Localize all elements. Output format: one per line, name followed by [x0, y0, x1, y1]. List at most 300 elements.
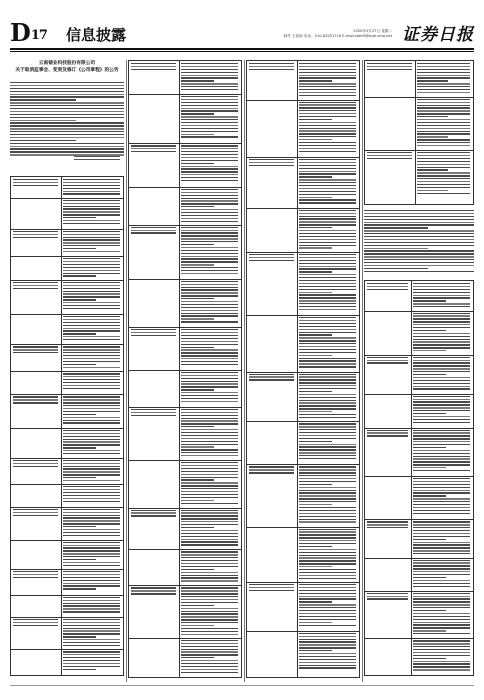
table-cell-text [63, 509, 120, 538]
text-line [413, 661, 470, 662]
text-line [63, 364, 96, 365]
text-line [299, 644, 356, 645]
text-line [299, 334, 332, 335]
text-line [63, 308, 120, 309]
text-line [249, 376, 294, 377]
table-cell-text [413, 283, 470, 309]
text-line [413, 646, 470, 647]
text-line [299, 128, 356, 129]
text-line [413, 530, 470, 531]
text-line [299, 188, 356, 189]
text-line [181, 284, 238, 285]
text-line [63, 529, 120, 530]
text-line [63, 550, 120, 551]
text-line [364, 210, 474, 211]
table-cell-text [367, 283, 408, 292]
text-line [181, 221, 238, 222]
table-cell-text [63, 282, 120, 311]
text-line [413, 658, 446, 659]
text-line [181, 215, 238, 216]
text-line [181, 313, 238, 314]
table-cell-text [131, 587, 176, 596]
text-line [63, 358, 120, 359]
text-line [13, 346, 58, 347]
table-cell-text [63, 179, 120, 196]
table-cell-text [367, 593, 408, 602]
text-line [63, 657, 120, 658]
text-line [63, 299, 96, 300]
table-row-rule [129, 370, 241, 371]
text-line [364, 256, 474, 257]
text-line [249, 374, 294, 375]
text-line [63, 450, 120, 451]
text-line [181, 468, 238, 469]
text-line [63, 520, 120, 521]
text-line [413, 306, 470, 307]
text-line [63, 291, 120, 292]
text-line [63, 542, 120, 543]
text-line [417, 66, 470, 67]
text-line [63, 339, 120, 340]
text-line [299, 639, 356, 640]
text-line [299, 417, 356, 418]
table-row-rule [365, 638, 473, 639]
text-line [413, 407, 470, 408]
text-line [181, 521, 238, 522]
text-line [249, 69, 294, 70]
text-line [413, 344, 470, 345]
text-line [299, 366, 356, 367]
text-line [299, 349, 356, 350]
text-line [249, 63, 294, 64]
text-line [299, 481, 356, 482]
text-line [63, 325, 120, 326]
text-line [63, 611, 120, 612]
table-cell-text [181, 640, 238, 675]
table-row-rule [11, 595, 123, 596]
text-line [299, 667, 356, 668]
text-line [299, 650, 332, 651]
text-line [413, 513, 470, 514]
text-line [299, 133, 356, 134]
text-line [181, 177, 238, 178]
text-line [299, 104, 356, 105]
text-line [63, 275, 96, 276]
text-line [299, 332, 356, 333]
text-line [299, 572, 356, 573]
text-line [181, 63, 238, 64]
text-line [13, 396, 58, 397]
text-line [299, 388, 356, 389]
text-line [181, 551, 238, 552]
text-line [299, 63, 356, 64]
text-line [63, 625, 120, 626]
text-line [299, 297, 356, 298]
text-line [63, 245, 120, 246]
text-line [413, 458, 470, 459]
text-line [63, 619, 120, 620]
text-line [181, 654, 238, 655]
text-line [181, 358, 238, 359]
text-line [417, 178, 470, 179]
text-line [367, 155, 412, 156]
text-line [181, 628, 238, 629]
text-line [299, 80, 332, 81]
text-line [181, 608, 238, 609]
text-line [63, 223, 120, 224]
text-line [13, 460, 58, 461]
text-line [364, 271, 474, 272]
text-line [181, 640, 238, 641]
text-line [417, 128, 470, 129]
text-line [181, 247, 238, 248]
text-line [63, 264, 120, 265]
text-line [299, 194, 356, 195]
text-line [181, 401, 238, 402]
text-line [299, 171, 356, 172]
table-cell-text [299, 63, 356, 98]
text-line [413, 524, 470, 525]
text-line [299, 534, 356, 535]
table-cell-text [181, 510, 238, 548]
text-line [181, 344, 238, 345]
text-line [299, 484, 332, 485]
text-line [299, 435, 356, 436]
text-line [63, 203, 120, 204]
text-line [181, 264, 214, 265]
text-line [299, 130, 356, 131]
text-line [181, 631, 238, 632]
amendment-table [364, 60, 474, 205]
text-line [299, 521, 356, 522]
text-line [181, 270, 238, 271]
text-line [299, 213, 356, 214]
text-line [413, 527, 470, 528]
text-line [181, 96, 238, 97]
text-line [63, 217, 96, 218]
table-row-rule [11, 649, 123, 650]
text-line [299, 555, 356, 556]
text-line [299, 142, 356, 143]
text-line [181, 625, 214, 626]
text-line [299, 510, 356, 511]
text-line [364, 239, 474, 240]
text-line [181, 66, 238, 67]
text-line [299, 107, 356, 108]
text-line [413, 318, 470, 319]
text-line [131, 145, 176, 146]
text-line [364, 222, 474, 223]
text-line [181, 256, 238, 257]
text-line [299, 432, 356, 433]
text-line [63, 622, 120, 623]
text-line [63, 185, 120, 186]
text-line [367, 360, 408, 361]
text-line [413, 456, 470, 457]
text-line [181, 477, 238, 478]
text-line [364, 250, 474, 251]
text-line [299, 659, 356, 660]
text-line [10, 105, 124, 106]
text-line [181, 512, 238, 513]
text-line [181, 518, 238, 519]
text-line [299, 280, 356, 281]
text-line [299, 340, 356, 341]
text-line [413, 560, 470, 561]
text-line [299, 590, 356, 591]
text-line [63, 603, 120, 604]
text-line [181, 479, 214, 480]
table-cell-text [13, 346, 58, 355]
text-line [63, 565, 120, 566]
text-line [299, 233, 356, 234]
text-line [413, 627, 470, 628]
text-line [413, 533, 470, 534]
text-line [417, 167, 470, 168]
text-line [63, 512, 120, 513]
text-line [299, 653, 356, 654]
text-line [417, 181, 470, 182]
text-line [417, 92, 470, 93]
text-line [413, 303, 470, 304]
text-line [63, 414, 96, 415]
text-line [63, 630, 120, 631]
text-line [63, 608, 120, 609]
text-line [181, 136, 238, 137]
text-line [131, 590, 176, 591]
text-line [131, 69, 176, 70]
text-line [364, 262, 474, 263]
amendment-table [128, 60, 242, 678]
text-line [181, 250, 238, 251]
text-line [181, 89, 238, 90]
table-cell-text [181, 63, 238, 92]
text-line [131, 510, 176, 511]
text-line [413, 586, 470, 587]
text-line [63, 441, 120, 442]
text-line [181, 497, 238, 498]
text-line [181, 157, 238, 158]
text-line [181, 131, 238, 132]
text-line [299, 458, 356, 459]
table-cell-text [63, 396, 120, 425]
text-line [181, 378, 238, 379]
text-line [413, 444, 470, 445]
table-cell-text [367, 430, 408, 439]
table-cell-text [13, 509, 58, 518]
text-line [181, 494, 238, 495]
text-line [181, 524, 238, 525]
table-row-rule [247, 527, 359, 528]
table-cell-text [413, 521, 470, 556]
text-line [249, 466, 294, 467]
text-line [181, 171, 238, 172]
text-line [299, 501, 356, 502]
table-cell-text [299, 529, 356, 581]
text-line [63, 654, 120, 655]
text-line [413, 362, 470, 363]
text-line [299, 405, 356, 406]
text-line [413, 596, 470, 597]
text-line [181, 86, 238, 87]
text-line [181, 491, 238, 492]
text-line [299, 529, 356, 530]
text-line [299, 455, 356, 456]
text-line [13, 574, 58, 575]
text-line [181, 99, 238, 100]
text-line [13, 182, 58, 183]
text-line [63, 605, 120, 606]
text-line [417, 172, 470, 173]
text-line [299, 263, 356, 264]
text-line [63, 439, 120, 440]
text-line [10, 131, 124, 132]
text-line [181, 500, 214, 501]
text-line [181, 122, 238, 123]
table-cell-text [181, 587, 238, 636]
text-line [367, 598, 408, 599]
text-line [13, 352, 58, 353]
text-line [413, 574, 470, 575]
text-line [299, 613, 356, 614]
text-line [63, 535, 120, 536]
text-line [181, 569, 214, 570]
page-letter: D [10, 18, 30, 47]
table-cell-text [299, 254, 356, 312]
text-line [63, 466, 120, 467]
text-line [181, 332, 238, 333]
text-line [417, 72, 470, 73]
table-row-rule [129, 279, 241, 280]
table-cell-text [249, 584, 294, 593]
text-line [10, 96, 124, 97]
text-line [181, 432, 238, 433]
text-line [299, 374, 356, 375]
article-headline: 关于取消监事会、变更及修订《公司章程》的公告 [15, 68, 119, 73]
table-cell-text [13, 179, 58, 188]
text-line [63, 660, 120, 661]
text-line [63, 583, 120, 584]
text-line [299, 598, 356, 599]
table-cell-text [63, 542, 120, 568]
text-line [299, 168, 356, 169]
text-line [181, 429, 238, 430]
text-line [63, 193, 120, 194]
text-line [413, 339, 470, 340]
text-line [299, 92, 356, 93]
table-cell-text [181, 96, 238, 139]
text-line [63, 208, 120, 209]
text-line [299, 329, 356, 330]
text-line [299, 122, 356, 123]
table-cell-text [413, 313, 470, 353]
text-line [13, 463, 58, 464]
text-line [181, 572, 238, 573]
text-line [299, 145, 356, 146]
text-line [299, 469, 356, 470]
text-line [299, 266, 356, 267]
text-line [364, 259, 474, 260]
text-line [249, 162, 294, 163]
text-line [63, 361, 120, 362]
table-cell-text [63, 619, 120, 648]
text-line [364, 248, 428, 249]
text-line [413, 663, 470, 664]
table-row-rule [11, 569, 123, 570]
text-line [413, 547, 470, 548]
text-line [181, 651, 238, 652]
text-line [181, 69, 238, 70]
section-title: 信息披露 [66, 26, 127, 44]
table-row-rule [11, 540, 123, 541]
text-line [364, 268, 428, 269]
text-line [367, 152, 412, 153]
text-line [413, 604, 470, 605]
text-line [181, 301, 238, 302]
text-line [10, 122, 124, 123]
text-line [63, 636, 96, 637]
text-line [299, 358, 356, 359]
text-line [131, 335, 176, 336]
table-row-rule [247, 372, 359, 373]
table-row-rule [365, 355, 473, 356]
amendment-table [10, 176, 124, 676]
text-line [63, 460, 120, 461]
text-line [364, 216, 474, 217]
text-line [13, 399, 58, 400]
table-row-rule [129, 143, 241, 144]
text-line [364, 224, 474, 225]
text-line [181, 227, 238, 228]
text-line [181, 355, 238, 356]
text-line [181, 503, 238, 504]
table-cell-text [413, 593, 470, 636]
text-line [63, 211, 120, 212]
text-line [131, 230, 176, 231]
text-line [13, 234, 58, 235]
text-line [367, 69, 412, 70]
table-cell-text [63, 231, 120, 254]
text-line [299, 475, 356, 476]
text-line [413, 536, 470, 537]
text-line [299, 446, 356, 447]
table-cell-text [63, 346, 120, 369]
table-row-rule [11, 371, 123, 372]
text-line [413, 396, 470, 397]
table-row-rule [247, 157, 359, 158]
text-line [13, 402, 58, 403]
text-line [413, 550, 470, 551]
text-line [181, 533, 238, 534]
text-line [181, 128, 238, 129]
text-line [181, 218, 238, 219]
text-line [299, 179, 356, 180]
text-line [63, 420, 120, 421]
text-line [413, 450, 470, 451]
text-line [299, 423, 356, 424]
text-line [249, 472, 294, 473]
text-line [181, 577, 238, 578]
table-cell-text [63, 373, 120, 390]
text-line [417, 152, 470, 153]
text-line [299, 593, 356, 594]
text-line [367, 357, 408, 358]
text-line [299, 283, 356, 284]
text-line [299, 317, 356, 318]
text-line [131, 409, 176, 410]
text-line [299, 300, 356, 301]
text-line [63, 258, 120, 259]
